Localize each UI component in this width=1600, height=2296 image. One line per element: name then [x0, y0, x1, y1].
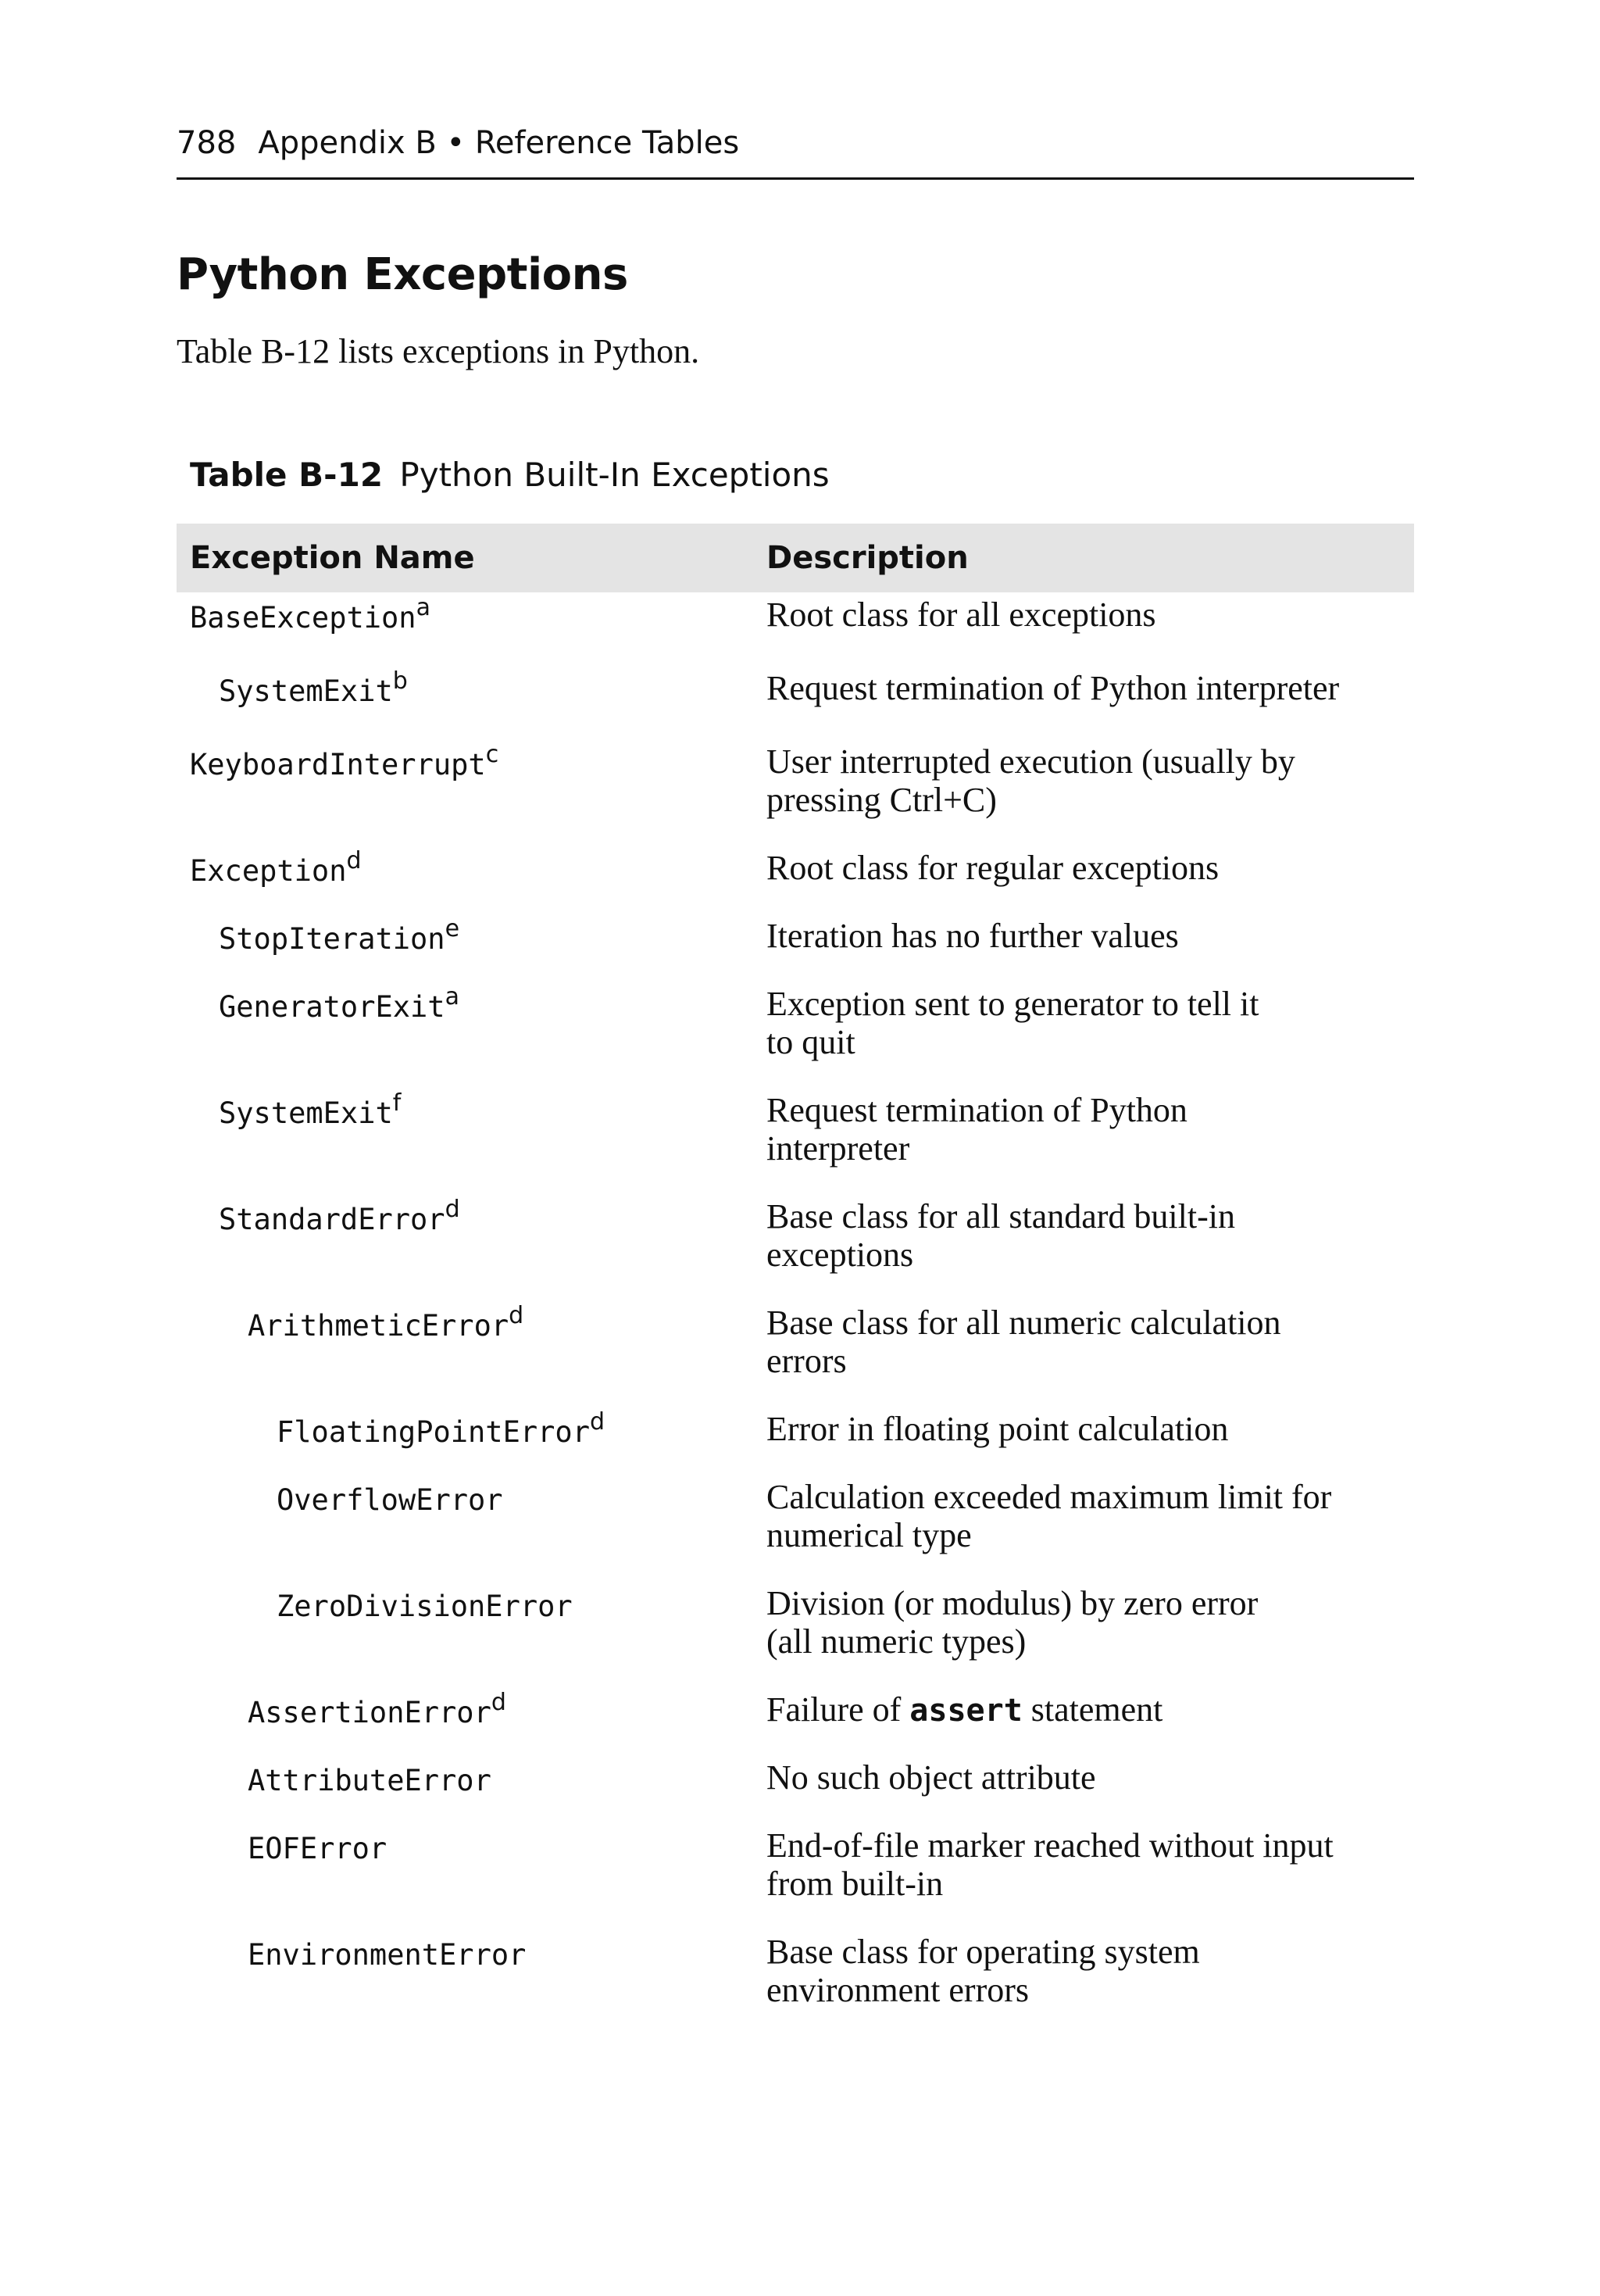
- footnote-marker: f: [392, 1089, 402, 1117]
- description-cell: [753, 1088, 1414, 1194]
- footnote-marker: a: [416, 594, 430, 621]
- table-row: [177, 1755, 1414, 1823]
- exception-name: SystemExit: [219, 1096, 393, 1130]
- exception-name-cell: [177, 739, 753, 846]
- exception-name-cell: [177, 914, 753, 982]
- description-line: Request termination of Python: [766, 1091, 1188, 1129]
- table-row: [177, 846, 1414, 914]
- description-cell: [753, 846, 1414, 914]
- exception-name-cell: [177, 592, 753, 666]
- exception-name-cell: [177, 1755, 753, 1823]
- table-row: [177, 1687, 1414, 1755]
- description-line: interpreter: [766, 1129, 910, 1168]
- description-cell: [753, 1823, 1414, 1929]
- description-line: Request termination of Python interpreter: [766, 669, 1340, 707]
- table-header-row: [177, 524, 1414, 592]
- description-cell: [753, 1407, 1414, 1475]
- footnote-marker: e: [445, 915, 460, 942]
- exception-name: AttributeError: [248, 1764, 491, 1797]
- description-line: Calculation exceeded maximum limit for: [766, 1478, 1332, 1516]
- table-row: [177, 592, 1414, 666]
- exception-name: SystemExit: [219, 674, 393, 708]
- description-text: statement: [1022, 1690, 1163, 1729]
- exception-name: KeyboardInterrupt: [190, 748, 486, 781]
- exception-name: FloatingPointError: [277, 1415, 590, 1449]
- exception-name-cell: [177, 1687, 753, 1755]
- description-line: (all numeric types): [766, 1622, 1027, 1661]
- description-cell: [753, 1300, 1414, 1407]
- exception-name: OverflowError: [277, 1483, 503, 1517]
- description-cell: [753, 1194, 1414, 1300]
- column-header-exception-name: Exception Name: [177, 524, 753, 592]
- table-caption: [190, 449, 830, 501]
- table-row: [177, 1300, 1414, 1407]
- exception-name-cell: [177, 666, 753, 739]
- exception-name: GeneratorExit: [219, 990, 445, 1024]
- table-row: [177, 739, 1414, 846]
- exception-name-cell: [177, 1088, 753, 1194]
- exception-name: Exception: [190, 854, 347, 888]
- description-text: Failure of: [766, 1690, 910, 1729]
- description-line: Root class for all exceptions: [766, 595, 1156, 634]
- column-header-description: Description: [753, 524, 1414, 592]
- footnote-marker: c: [485, 741, 499, 768]
- table-row: [177, 1475, 1414, 1581]
- exception-name-cell: [177, 1929, 753, 2036]
- table-row: [177, 1823, 1414, 1929]
- table-row: [177, 1088, 1414, 1194]
- description-line: Base class for all numeric calculation: [766, 1304, 1281, 1342]
- description-line: Exception sent to generator to tell it: [766, 985, 1259, 1023]
- exception-name: BaseException: [190, 601, 416, 635]
- exception-name: ZeroDivisionError: [277, 1590, 573, 1623]
- table-row: [177, 982, 1414, 1088]
- footnote-marker: d: [491, 1689, 506, 1716]
- exception-name: EOFError: [248, 1832, 388, 1865]
- description-line: numerical type: [766, 1516, 972, 1554]
- description-cell: [753, 1687, 1414, 1755]
- description-cell: [753, 666, 1414, 739]
- description-line: from built-in: [766, 1865, 944, 1903]
- exception-name-cell: [177, 982, 753, 1088]
- table-row: [177, 1581, 1414, 1687]
- footnote-marker: d: [346, 847, 362, 874]
- description-line: Iteration has no further values: [766, 917, 1179, 955]
- exception-name-cell: [177, 1475, 753, 1581]
- description-line: Base class for operating system: [766, 1933, 1200, 1971]
- section-title: Python Exceptions: [177, 249, 628, 300]
- description-line: Division (or modulus) by zero error: [766, 1584, 1259, 1622]
- description-line: End-of-file marker reached without input: [766, 1826, 1334, 1865]
- description-cell: [753, 1755, 1414, 1823]
- description-line: environment errors: [766, 1971, 1029, 2009]
- page-number: 788: [177, 125, 237, 161]
- table-row: [177, 914, 1414, 982]
- description-line: Base class for all standard built-in: [766, 1197, 1235, 1236]
- exception-name-cell: [177, 1194, 753, 1300]
- exception-name-cell: [177, 1300, 753, 1407]
- description-cell: [753, 592, 1414, 666]
- running-title: Appendix B • Reference Tables: [258, 125, 740, 161]
- table-row: [177, 1929, 1414, 2036]
- table-caption-number: Table B-12: [190, 456, 384, 494]
- exception-name: EnvironmentError: [248, 1938, 527, 1972]
- description-cell: [753, 1581, 1414, 1687]
- exception-name: StopIteration: [219, 922, 445, 956]
- description-cell: [753, 1475, 1414, 1581]
- description-line: pressing Ctrl+C): [766, 781, 997, 819]
- table-caption-title: Python Built-In Exceptions: [399, 456, 830, 494]
- description-line: exceptions: [766, 1236, 914, 1274]
- exception-name-cell: [177, 846, 753, 914]
- description-cell: [753, 1929, 1414, 2036]
- description-line: Root class for regular exceptions: [766, 849, 1220, 887]
- code-keyword: assert: [909, 1693, 1023, 1729]
- exception-name: StandardError: [219, 1203, 445, 1236]
- description-line: No such object attribute: [766, 1758, 1096, 1797]
- table-row: [177, 666, 1414, 739]
- description-cell: [753, 739, 1414, 846]
- table-body: [177, 592, 1414, 2036]
- description-line: to quit: [766, 1023, 855, 1061]
- footnote-marker: d: [445, 1196, 460, 1223]
- footnote-marker: b: [392, 667, 408, 695]
- running-head: [177, 117, 1414, 180]
- description-cell: [753, 914, 1414, 982]
- exception-name-cell: [177, 1823, 753, 1929]
- footnote-marker: a: [445, 983, 459, 1010]
- description-line: Error in floating point calculation: [766, 1410, 1229, 1448]
- footnote-marker: d: [589, 1408, 605, 1436]
- exception-name: ArithmeticError: [248, 1309, 509, 1343]
- exception-name-cell: [177, 1407, 753, 1475]
- footnote-marker: d: [509, 1302, 524, 1329]
- description-line: User interrupted execution (usually by: [766, 742, 1295, 781]
- intro-paragraph: Table B-12 lists exceptions in Python.: [177, 332, 700, 370]
- description-line: errors: [766, 1342, 847, 1380]
- description-cell: [753, 982, 1414, 1088]
- exceptions-table: [177, 524, 1414, 2036]
- table-row: [177, 1407, 1414, 1475]
- table-row: [177, 1194, 1414, 1300]
- exception-name-cell: [177, 1581, 753, 1687]
- exception-name: AssertionError: [248, 1696, 491, 1729]
